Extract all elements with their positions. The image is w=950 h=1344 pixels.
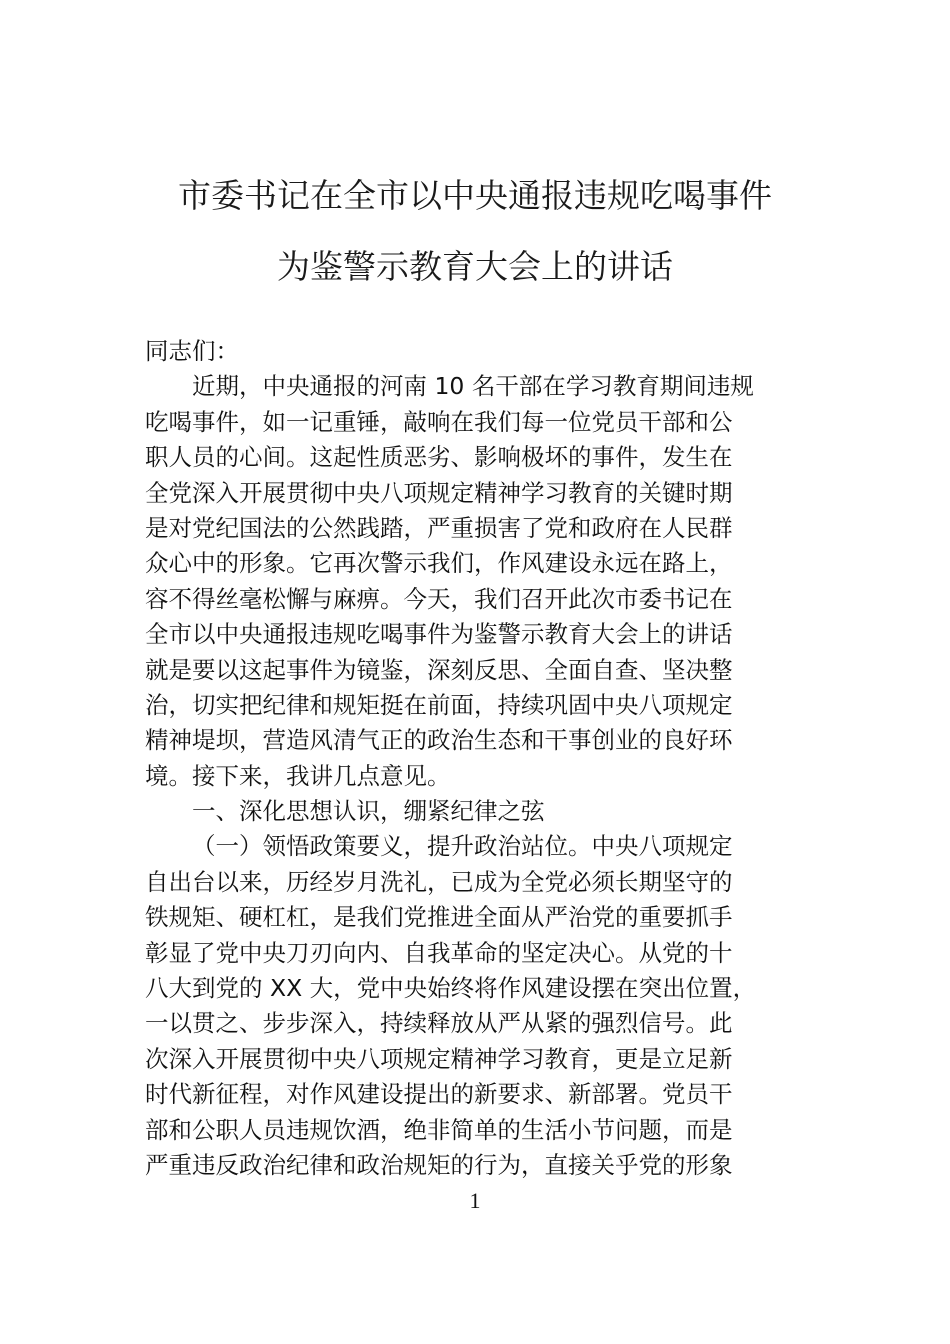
body-line: 铁规矩、硬杠杠，是我们党推进全面从严治党的重要抓手 (145, 903, 733, 932)
section-heading: 一、深化思想认识，绷紧纪律之弦 (192, 797, 545, 826)
body-line: 众心中的形象。它再次警示我们，作风建设永远在路上， (145, 549, 733, 578)
body-line: 次深入开展贯彻中央八项规定精神学习教育，更是立足新 (145, 1044, 733, 1073)
page-number: 1 (469, 1188, 481, 1213)
body-line: 吃喝事件，如一记重锤，敲响在我们每一位党员干部和公 (145, 407, 733, 436)
body-line: 精神堤坝，营造风清气正的政治生态和干事创业的良好环 (145, 726, 733, 755)
body-line: 彰显了党中央刀刃向内、自我革命的坚定决心。从党的十 (145, 938, 733, 967)
body-line: 部和公职人员违规饮酒，绝非简单的生活小节问题，而是 (145, 1115, 733, 1144)
body-line: 八大到党的 XX 大，党中央始终将作风建设摆在突出位置， (145, 974, 757, 1003)
body-line: 全党深入开展贯彻中央八项规定精神学习教育的关键时期 (145, 478, 733, 507)
body-line: 职人员的心间。这起性质恶劣、影响极坏的事件，发生在 (145, 443, 733, 472)
body-line: 就是要以这起事件为镜鉴，深刻反思、全面自查、坚决整 (145, 655, 733, 684)
salutation: 同志们： (145, 337, 239, 365)
document-title (0, 160, 950, 302)
body-line: 是对党纪国法的公然践踏，严重损害了党和政府在人民群 (145, 513, 733, 542)
title-line-2: 为鉴警示教育大会上的讲话 (277, 247, 673, 286)
body-line: 自出台以来，历经岁月洗礼，已成为全党必须长期坚守的 (145, 867, 733, 896)
body-line: 一以贯之、步步深入，持续释放从严从紧的强烈信号。此 (145, 1009, 733, 1038)
body-line: 时代新征程，对作风建设提出的新要求、新部署。党员干 (145, 1080, 733, 1109)
subsection-line: （一）领悟政策要义，提升政治站位。中央八项规定 (192, 832, 733, 861)
body-line: 全市以中央通报违规吃喝事件为鉴警示教育大会上的讲话 (145, 620, 733, 649)
document-body (145, 334, 811, 1183)
body-line: 治，切实把纪律和规矩挺在前面，持续巩固中央八项规定 (145, 690, 733, 719)
title-line-1: 市委书记在全市以中央通报违规吃喝事件 (178, 176, 772, 215)
body-line: 容不得丝毫松懈与麻痹。今天，我们召开此次市委书记在 (145, 584, 733, 613)
body-line: 严重违反政治纪律和政治规矩的行为，直接关乎党的形象 (145, 1150, 733, 1179)
body-line: 境。接下来，我讲几点意见。 (145, 761, 451, 790)
body-line: 近期，中央通报的河南 10 名干部在学习教育期间违规 (192, 372, 754, 401)
